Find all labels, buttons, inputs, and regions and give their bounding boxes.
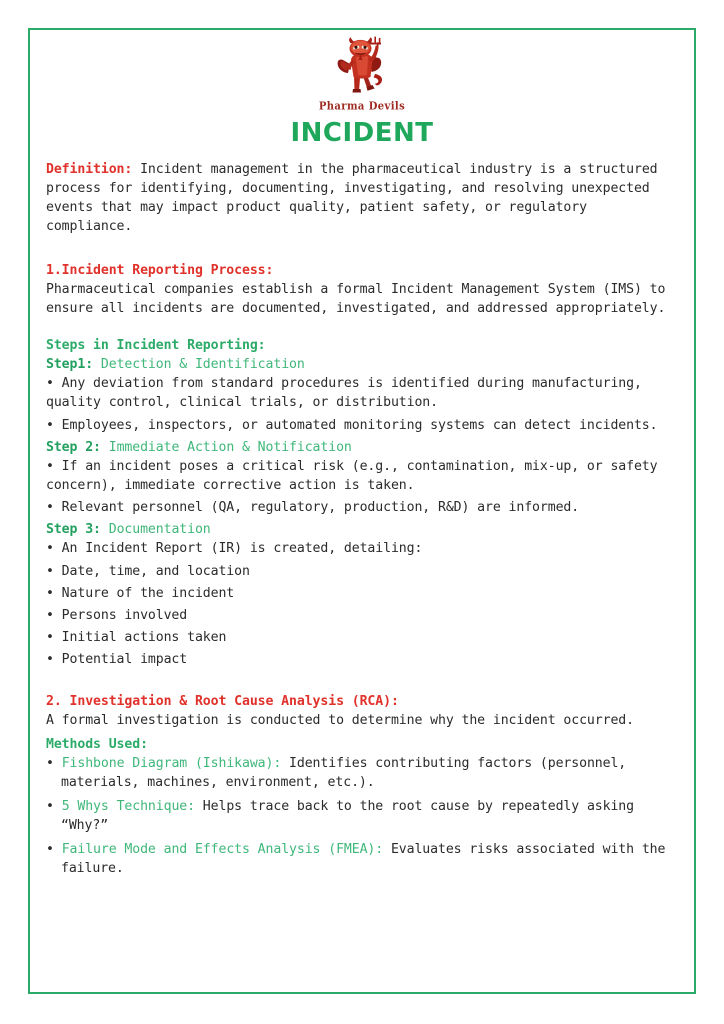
method-1-term: Fishbone Diagram (Ishikawa): xyxy=(61,755,282,771)
method-2-term: 5 Whys Technique: xyxy=(61,798,195,814)
step-3-bullet-6: • Potential impact xyxy=(46,652,188,668)
step-3-bullet-4: • Persons involved xyxy=(46,607,188,623)
red-devil-mascot-icon xyxy=(334,34,390,96)
logo-wordmark: Pharma Devils xyxy=(318,100,406,113)
method-3-desc: Evaluates risks associated with the failure. xyxy=(61,842,666,877)
method-item-1: • Fishbone Diagram (Ishikawa): Identifies contributing factors (personnel, materials, machines, environment, etc.). xyxy=(46,755,627,790)
section1-heading: 1.Incident Reporting Process: xyxy=(46,262,274,278)
section2-heading: 2. Investigation & Root Cause Analysis (RCA): xyxy=(46,694,399,710)
step-1-bullet-2: • Employees, inspectors, or automated monitoring systems can detect incidents. xyxy=(46,417,658,433)
methods-heading: Methods Used: xyxy=(46,736,148,752)
step-1-bullet-1: • Any deviation from standard procedures is identified during manufacturing, quality control, clinical trials, or distribution. xyxy=(46,376,642,411)
step-1-name: Detection & Identification xyxy=(93,357,305,373)
section1-intro: Pharmaceutical companies establish a formal Incident Management System (IMS) to ensure all incidents are documented, investigated, and addressed appropriately. xyxy=(46,281,666,316)
step-3-name: Documentation xyxy=(100,522,211,538)
step-1-title xyxy=(46,355,678,374)
method-item-3: • Failure Mode and Effects Analysis (FMEA): Evaluates risks associated with the failure. xyxy=(46,842,666,877)
method-3-term: Failure Mode and Effects Analysis (FMEA): xyxy=(61,842,384,858)
step-3-bullet-1: • An Incident Report (IR) is created, detailing: xyxy=(46,541,423,557)
document-content xyxy=(46,34,678,884)
method-2-desc: Helps trace back to the root cause by repeatedly asking “Why?” xyxy=(61,798,634,834)
section2-intro: A formal investigation is conducted to determine why the incident occurred. xyxy=(46,713,634,729)
method-item-2: • 5 Whys Technique: Helps trace back to the root cause by repeatedly asking “Why?” xyxy=(46,798,634,834)
definition-text: Incident management in the pharmaceutical industry is a structured process for identifying, documenting, investigating, and resolving unexpected events that may impact product quality, patient safety, or regulatory compliance. xyxy=(46,162,658,235)
step-2-bullet-1: • If an incident poses a critical risk (e.g., contamination, mix-up, or safety concern), immediate corrective action is taken. xyxy=(46,458,658,493)
steps-heading: Steps in Incident Reporting: xyxy=(46,337,266,353)
step-3-title xyxy=(46,520,678,539)
step-2-name: Immediate Action & Notification xyxy=(100,439,352,455)
step-2-bullet-2: • Relevant personnel (QA, regulatory, production, R&D) are informed. xyxy=(46,500,580,516)
step-3-bullet-3: • Nature of the incident xyxy=(46,585,235,601)
step-3-label: Step 3: xyxy=(46,522,101,538)
step-2-label: Step 2: xyxy=(46,439,101,455)
step-2-title xyxy=(46,438,678,457)
step-3-bullet-2: • Date, time, and location xyxy=(46,563,250,579)
definition-label: Definition: xyxy=(46,162,133,177)
page-title: INCIDENT xyxy=(290,118,434,148)
logo-block xyxy=(46,34,678,112)
step-3-bullet-5: • Initial actions taken xyxy=(46,629,227,645)
definition-paragraph xyxy=(46,160,678,237)
method-1-desc: Identifies contributing factors (personnel, materials, machines, environment, etc.). xyxy=(61,755,627,790)
step-1-label: Step1: xyxy=(46,357,94,373)
